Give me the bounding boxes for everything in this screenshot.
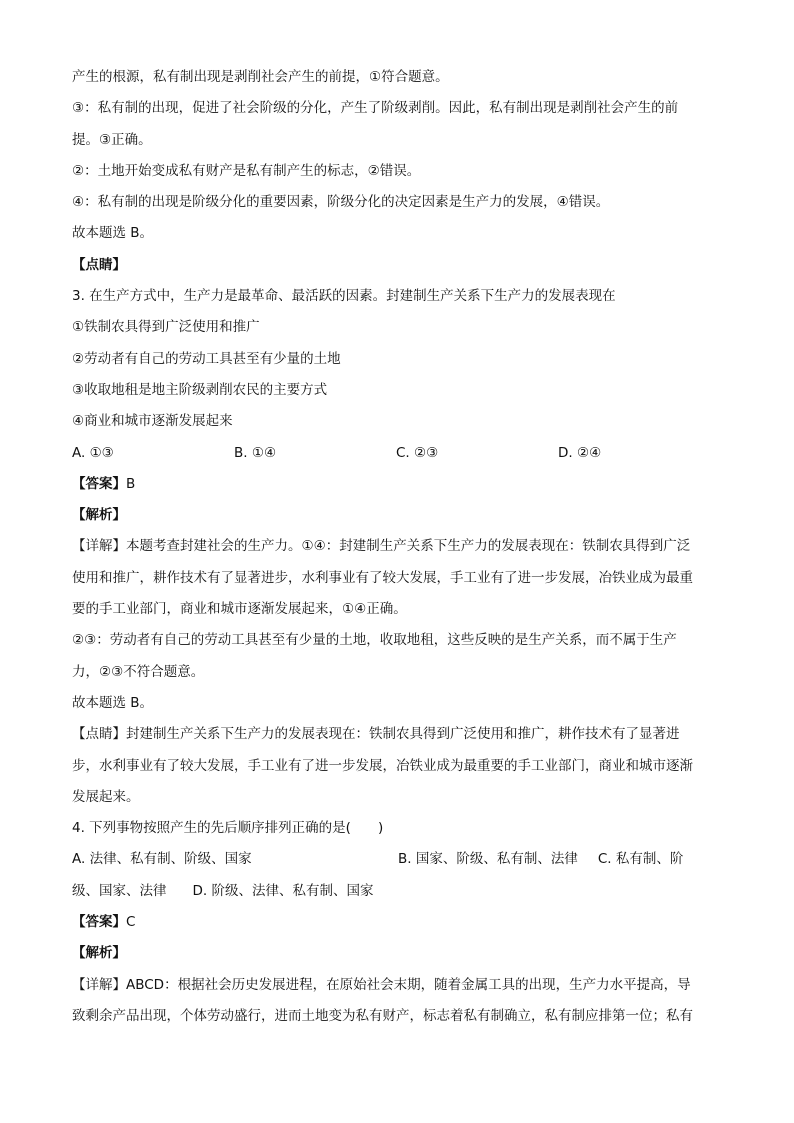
- answer-label: 【答案】: [72, 914, 126, 931]
- detail-line: 使用和推广，耕作技术有了显著进步，水利事业有了较大发展，手工业有了进一步发展，冶铁业成为最重: [72, 569, 693, 586]
- answer-value: C: [126, 914, 136, 931]
- analysis-heading: 【解析】: [72, 945, 126, 962]
- question-3-item: ①铁制农具得到广泛使用和推广: [72, 319, 260, 336]
- text-line: 产生的根源，私有制出现是剥削社会产生的前提，①符合题意。: [72, 69, 449, 85]
- answer-value: B: [126, 475, 136, 492]
- question-3-options: [72, 438, 724, 469]
- tips-line: 【点睛】封建制生产关系下生产力的发展表现在：铁制农具得到广泛使用和推广，耕作技术有了显著进: [72, 726, 680, 743]
- question-3-item: ②劳动者有自己的劳动工具甚至有少量的土地: [72, 350, 341, 367]
- text-line: 故本题选 B。: [72, 225, 154, 242]
- option-d: D. ②④: [558, 444, 602, 461]
- text-line: ③：私有制的出现，促进了社会阶级的分化，产生了阶级剥削。因此，私有制出现是剥削社会产生的前: [72, 100, 679, 117]
- section-heading: 【点睛】: [72, 256, 126, 273]
- option-b: B. ①④: [234, 444, 277, 461]
- detail-line: 要的手工业部门，商业和城市逐渐发展起来，①④正确。: [72, 601, 407, 618]
- document-page: [72, 62, 724, 1032]
- option-c: C. 私有制、阶: [597, 851, 684, 868]
- answer-line: [72, 469, 724, 500]
- question-4-options-cont: [72, 876, 724, 907]
- option-c: C. ②③: [396, 444, 439, 461]
- option-b: B. 国家、阶级、私有制、法律: [398, 851, 578, 868]
- option-a: A. 法律、私有制、阶级、国家: [72, 851, 252, 868]
- detail-line: ②③：劳动者有自己的劳动工具甚至有少量的土地，收取地租，这些反映的是生产关系，而不属于生产: [72, 632, 677, 649]
- question-4-stem: 4. 下列事物按照产生的先后顺序排列正确的是( ): [72, 820, 384, 837]
- option-c-continued: 级、国家、法律: [72, 882, 167, 899]
- detail-line: 致剩余产品出现，个体劳动盛行，进而土地变为私有财产，标志着私有制确立，私有制应排第一位；私有: [72, 1007, 693, 1024]
- text-line: 提。③正确。: [72, 131, 152, 148]
- option-a: A. ①③: [72, 444, 114, 461]
- question-3-item: ③收取地租是地主阶级剥削农民的主要方式: [72, 381, 328, 398]
- question-4-options: [72, 844, 724, 875]
- answer-label: 【答案】: [72, 475, 126, 492]
- question-3-stem: 3. 在生产方式中，生产力是最革命、最活跃的因素。封建制生产关系下生产力的发展表现在: [72, 288, 616, 305]
- detail-line: 【详解】ABCD：根据社会历史发展进程，在原始社会末期，随着金属工具的出现，生产力水平提高，导: [72, 976, 691, 993]
- option-d: D. 阶级、法律、私有制、国家: [192, 882, 374, 899]
- text-line: ②：土地开始变成私有财产是私有制产生的标志，②错误。: [72, 162, 421, 179]
- detail-line: 故本题选 B。: [72, 694, 154, 711]
- tips-line: 步，水利事业有了较大发展，手工业有了进一步发展，冶铁业成为最重要的手工业部门，商业和城市逐渐: [72, 757, 693, 774]
- detail-line: 【详解】本题考查封建社会的生产力。①④：封建制生产关系下生产力的发展表现在：铁制农具得到广泛: [72, 538, 691, 555]
- detail-line: 力，②③不符合题意。: [72, 663, 205, 680]
- tips-line: 发展起来。: [72, 788, 140, 805]
- question-3-item: ④商业和城市逐渐发展起来: [72, 413, 233, 430]
- analysis-heading: 【解析】: [72, 507, 126, 524]
- answer-line: [72, 907, 724, 938]
- text-line: ④：私有制的出现是阶级分化的重要因素，阶级分化的决定因素是生产力的发展，④错误。: [72, 194, 610, 211]
